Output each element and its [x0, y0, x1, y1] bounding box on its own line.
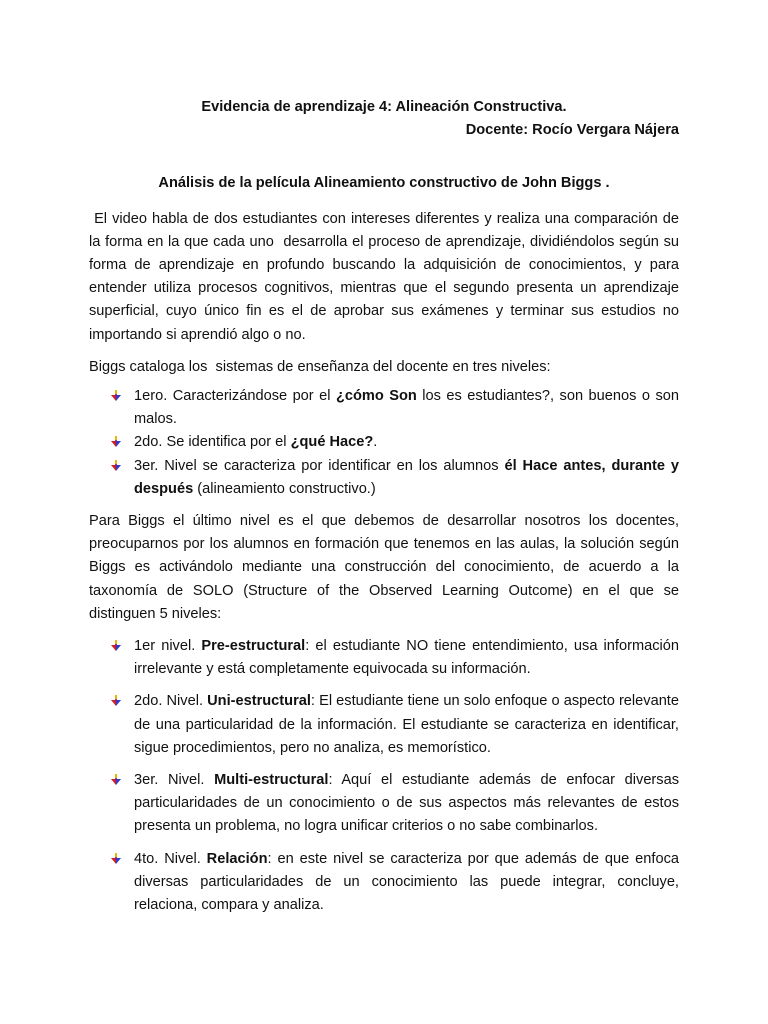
arrow-bullet-icon [111, 774, 121, 786]
list-item: 2do. Nivel. Uni-estructural: El estudiante tiene un solo enfoque o aspecto relevante de una particularidad de la información. El estudiante se caracteriza en identificar, sigue procedimientos, pero no analiza, es memorístico. [89, 690, 679, 760]
arrow-bullet-icon [111, 695, 121, 707]
arrow-bullet-icon [111, 390, 121, 402]
document-title: Evidencia de aprendizaje 4: Alineación Constructiva. [201, 99, 567, 115]
arrow-bullet-icon [111, 853, 121, 865]
list-item: 1ero. Caracterizándose por el ¿cómo Son los es estudiantes?, son buenos o son malos. [89, 385, 679, 431]
solo-intro-paragraph: Para Biggs el último nivel es el que debemos de desarrollar nosotros los docentes, preocuparnos por los alumnos en formación que tenemos en las aulas, la solución según Biggs es activándolo mediante una construcción del conocimiento, de acuerdo a la taxonomía de SOLO (Structure of the Observed Learning Outcome) en el que se distinguen 5 niveles: [89, 513, 679, 622]
teacher-name: Docente: Rocío Vergara Nájera [465, 122, 679, 139]
list-item: 3er. Nivel. Multi-estructural: Aquí el estudiante además de enfocar diversas particularidades de un conocimiento o de sus aspectos más relevantes de estos presenta un problema, no logra unificar criterios o no sabe combinarlos. [89, 769, 679, 839]
document-body [89, 96, 684, 917]
teaching-levels-list [89, 385, 679, 501]
list-item: 2do. Se identifica por el ¿qué Hace?. [89, 431, 679, 454]
list-item: 1er nivel. Pre-estructural: el estudiante NO tiene entendimiento, usa información irrelevante y está completamente equivocada su información. [89, 635, 679, 681]
arrow-bullet-icon [111, 460, 121, 472]
levels-intro-paragraph: Biggs cataloga los sistemas de enseñanza del docente en tres niveles: [89, 358, 551, 375]
analysis-heading: Análisis de la película Alineamiento constructivo de John Biggs . [158, 175, 610, 192]
list-item: 4to. Nivel. Relación: en este nivel se caracteriza por que además de que enfoca diversas particularidades de un conocimiento las puede integrar, concluye, relaciona, compara y analiza. [89, 848, 679, 918]
list-item: 3er. Nivel se caracteriza por identificar en los alumnos él Hace antes, durante y después (alineamiento constructivo.) [89, 455, 679, 501]
arrow-bullet-icon [111, 640, 121, 652]
arrow-bullet-icon [111, 436, 121, 448]
intro-paragraph: El video habla de dos estudiantes con intereses diferentes y realiza una comparación de la forma en la que cada uno desarrolla el proceso de aprendizaje, dividiéndolos según su forma de aprendizaje en profundo buscando la adquisición de conocimientos, y para entender utiliza procesos cognitivos, mientras que el segundo presenta un aprendizaje superficial, cuyo único fin es el de aprobar sus exámenes y terminar sus estudios no importando si aprendió algo o no. [89, 210, 684, 343]
solo-levels-list [89, 635, 679, 917]
